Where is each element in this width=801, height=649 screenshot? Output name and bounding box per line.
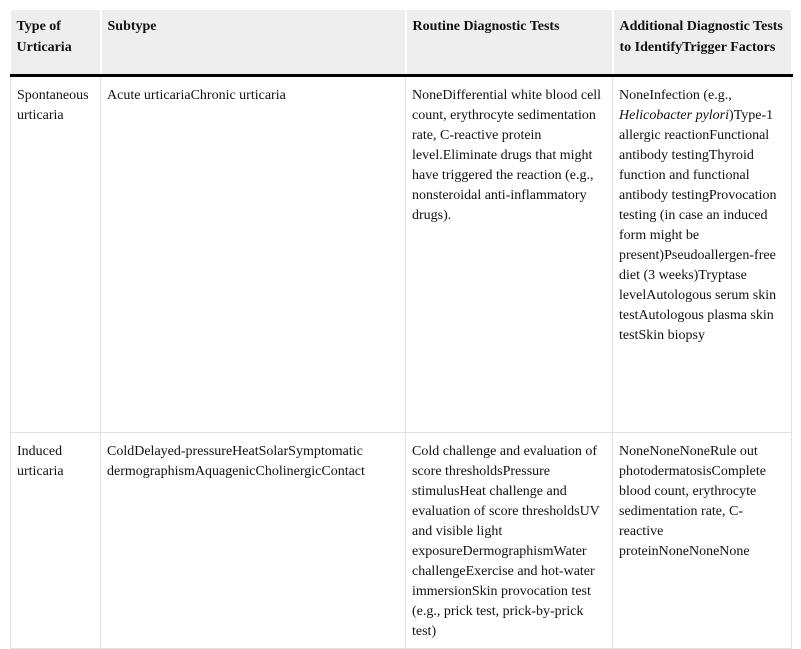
additional-text: )Type-1 allergic reactionFunctional antibody testingThyroid function and functional antibody testingProvocation testing (in case an induced form might be present)Pseudoallergen-free diet (3 weeks)Tryptase levelAutologous serum skin testAutologous plasma skin testSkin biopsy	[619, 108, 777, 343]
cell-additional	[613, 76, 792, 433]
additional-text: NoneInfection (e.g.,	[619, 88, 732, 103]
cell-routine: Cold challenge and evaluation of score thresholdsPressure stimulusHeat challenge and evaluation of score thresholdsUV and visible light exposureDermographismWater challengeExercise and hot-water immersionSkin provocation test (e.g., prick test, prick-by-prick test)	[406, 433, 613, 649]
table-row	[11, 76, 792, 433]
cell-routine: NoneDifferential white blood cell count, erythrocyte sedimentation rate, C-reactive protein level.Eliminate drugs that might have triggered the reaction (e.g., nonsteroidal anti-inflammatory drugs).	[406, 76, 613, 433]
urticaria-diagnostic-table	[10, 10, 793, 649]
header-type: Type of Urticaria	[11, 10, 101, 76]
table-row	[11, 433, 792, 649]
header-routine-tests: Routine Diagnostic Tests	[406, 10, 613, 76]
cell-additional: NoneNoneNoneRule out photodermatosisComplete blood count, erythrocyte sedimentation rate, C-reactive proteinNoneNoneNone	[613, 433, 792, 649]
header-subtype: Subtype	[101, 10, 406, 76]
header-row	[11, 10, 792, 76]
header-additional-tests: Additional Diagnostic Tests to IdentifyTrigger Factors	[613, 10, 792, 76]
pathogen-name: Helicobacter pylori	[619, 108, 730, 123]
cell-subtype: ColdDelayed-pressureHeatSolarSymptomatic dermographismAquagenicCholinergicContact	[101, 433, 406, 649]
cell-type: Spontaneous urticaria	[11, 76, 101, 433]
cell-type: Induced urticaria	[11, 433, 101, 649]
cell-subtype: Acute urticariaChronic urticaria	[101, 76, 406, 433]
